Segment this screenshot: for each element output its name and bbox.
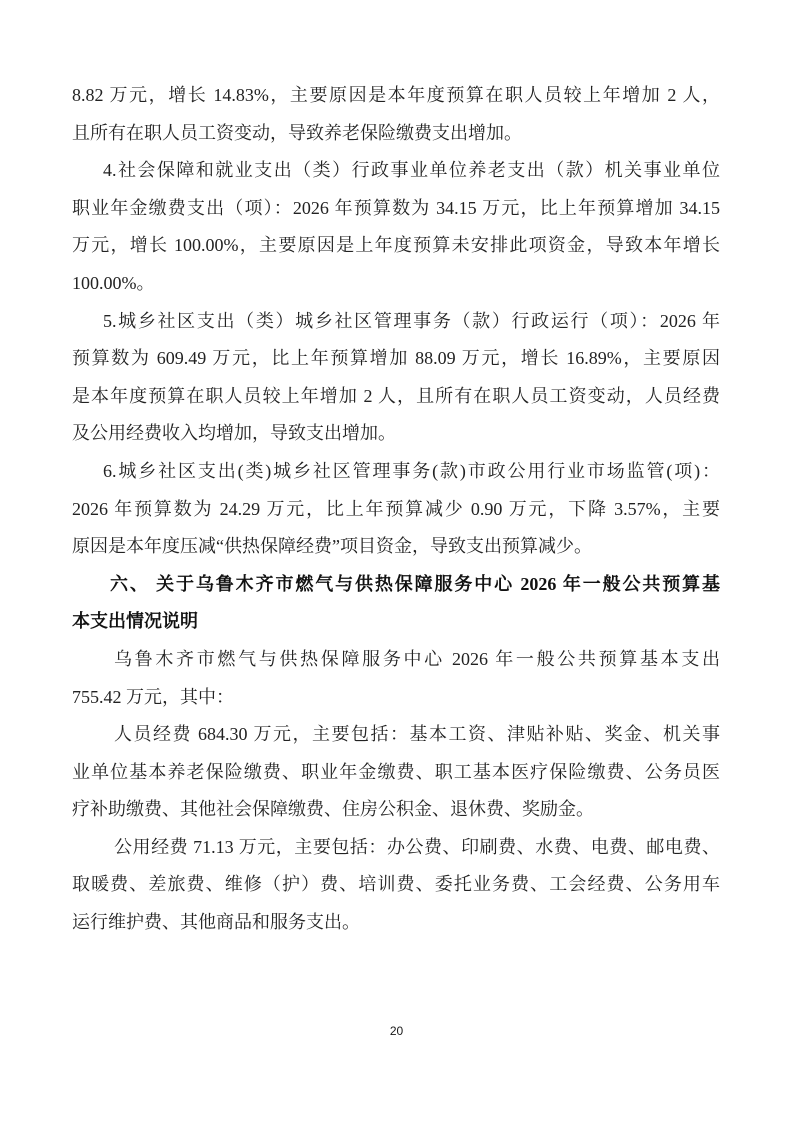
document-body xyxy=(72,77,720,942)
text-line: 本支出情况说明 xyxy=(72,611,198,632)
text-line: 5.城乡社区支出（类）城乡社区管理事务（款）行政运行（项）：2026 年 xyxy=(103,310,720,331)
text-line: 人员经费 684.30 万元，主要包括：基本工资、津贴补贴、奖金、机关事 xyxy=(114,724,720,745)
text-line: 预算数为 609.49 万元，比上年预算增加 88.09 万元，增长 16.89%，主要原因 xyxy=(72,348,720,369)
paragraph xyxy=(72,453,720,566)
text-line: 六、 关于乌鲁木齐市燃气与供热保障服务中心 2026 年一般公共预算基 xyxy=(110,573,720,594)
text-line: 公用经费 71.13 万元，主要包括：办公费、印刷费、水费、电费、邮电费、 xyxy=(114,836,720,857)
text-line: 是本年度预算在职人员较上年增加 2 人，且所有在职人员工资变动，人员经费 xyxy=(72,385,720,406)
text-line: 及公用经费收入均增加，导致支出增加。 xyxy=(72,423,396,444)
text-line: 且所有在职人员工资变动，导致养老保险缴费支出增加。 xyxy=(72,122,522,143)
section-heading xyxy=(72,566,720,641)
text-line: 4.社会保障和就业支出（类）行政事业单位养老支出（款）机关事业单位 xyxy=(103,160,720,181)
text-line: 疗补助缴费、其他社会保障缴费、住房公积金、退休费、奖励金。 xyxy=(72,799,594,820)
text-line: 职业年金缴费支出（项）：2026 年预算数为 34.15 万元，比上年预算增加 34.15 xyxy=(72,197,720,218)
page-number: 20 xyxy=(389,1024,404,1038)
paragraph xyxy=(72,152,720,302)
text-line: 6.城乡社区支出(类)城乡社区管理事务(款)市政公用行业市场监管(项)： xyxy=(103,460,720,481)
paragraph xyxy=(72,716,720,829)
text-line: 业单位基本养老保险缴费、职业年金缴费、职工基本医疗保险缴费、公务员医 xyxy=(72,761,720,782)
text-line: 原因是本年度压减“供热保障经费”项目资金，导致支出预算减少。 xyxy=(72,536,592,557)
text-line: 运行维护费、其他商品和服务支出。 xyxy=(72,912,360,933)
paragraph xyxy=(72,829,720,942)
text-line: 乌鲁木齐市燃气与供热保障服务中心 2026 年一般公共预算基本支出 xyxy=(114,648,720,669)
text-line: 755.42 万元，其中： xyxy=(72,686,234,707)
text-line: 取暖费、差旅费、维修（护）费、培训费、委托业务费、工会经费、公务用车 xyxy=(72,874,720,895)
paragraph xyxy=(72,77,720,152)
paragraph xyxy=(72,303,720,453)
paragraph xyxy=(72,641,720,716)
text-line: 8.82 万元，增长 14.83%，主要原因是本年度预算在职人员较上年增加 2 人， xyxy=(72,85,720,105)
text-line: 2026 年预算数为 24.29 万元，比上年预算减少 0.90 万元，下降 3.57%，主要 xyxy=(72,498,720,519)
text-line: 100.00%。 xyxy=(72,272,155,293)
text-line: 万元，增长 100.00%，主要原因是上年度预算未安排此项资金，导致本年增长 xyxy=(72,235,720,256)
